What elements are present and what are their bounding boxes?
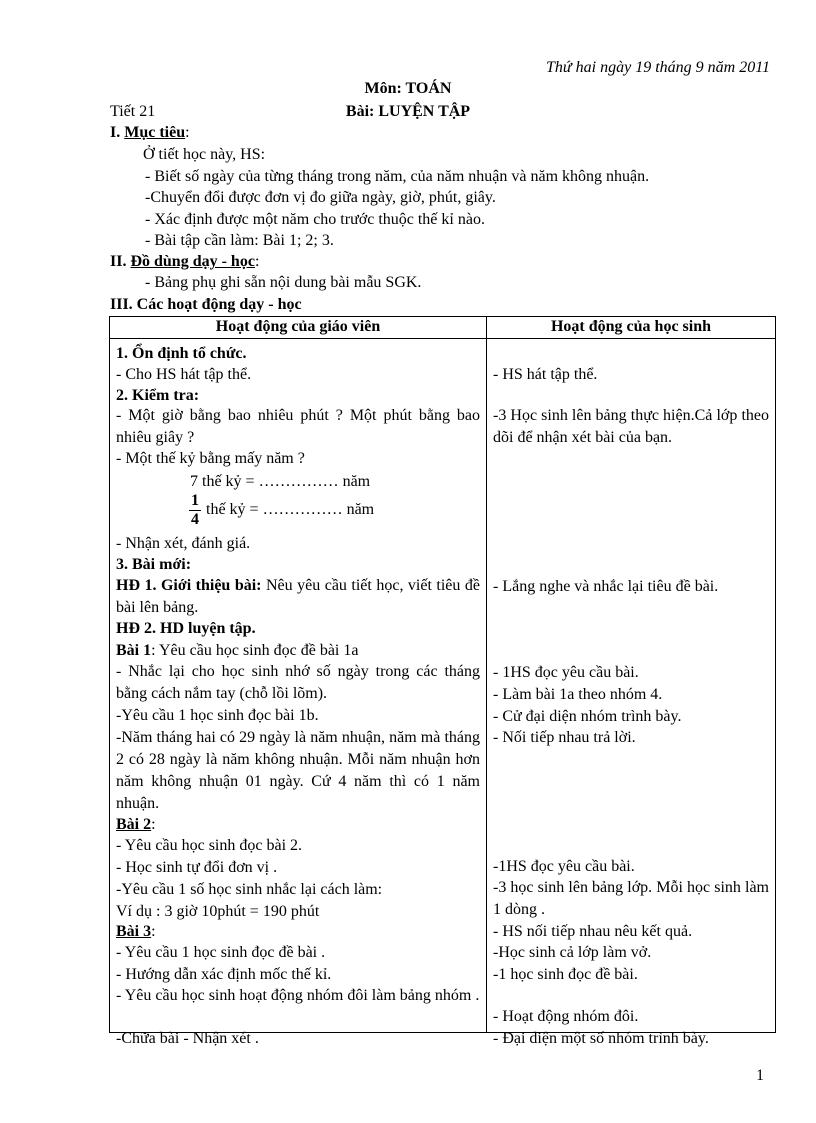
student-paragraph: -3 Học sinh lên bảng thực hiện.Cả lớp theo dõi để nhận xét bài của bạn. <box>493 407 769 446</box>
fraction-numerator: 1 <box>191 492 199 509</box>
teacher-line: - Yêu cầu học sinh đọc bài 2. <box>116 837 303 854</box>
student-line: - HS nối tiếp nhau nêu kết quả. <box>493 923 693 940</box>
objectives-heading-colon: : <box>185 124 190 141</box>
objective-item: -Chuyển đổi được đơn vị đo giữa ngày, giờ, phút, giây. <box>145 189 496 206</box>
hd1-label: HĐ 1. Giới thiệu bài: <box>116 577 262 594</box>
teacher-paragraph: - Một giờ bằng bao nhiêu phút ? Một phút bằng bao nhiêu giây ? <box>116 407 480 446</box>
teacher-paragraph: -Năm tháng hai có 29 ngày là năm nhuận, năm mà tháng 2 có 28 ngày là năm không nhuận. Mỗi năm nhuận hơn năm không nhuận 01 ngày. Cứ 4 năm thì có 1 năm nhuận. <box>116 729 480 812</box>
teacher-line: - Học sinh tự đổi đơn vị . <box>116 859 278 876</box>
fraction-denominator: 4 <box>191 511 199 528</box>
col-header-student: Hoạt động của học sinh <box>487 317 776 339</box>
objectives-heading-label: Mục tiêu <box>124 124 186 141</box>
objective-item: - Xác định được một năm cho trước thuộc thế kỉ nào. <box>145 211 485 228</box>
teacher-line: - Nhận xét, đánh giá. <box>116 535 251 552</box>
objectives-heading-number: I. <box>110 124 125 141</box>
subject-title: Môn: TOÁN <box>364 80 452 97</box>
equation-quarter-century: thế kỷ = …………… năm <box>206 501 375 518</box>
student-line: - 1HS đọc yêu cầu bài. <box>493 664 639 681</box>
activities-table-body <box>110 339 776 1033</box>
materials-heading-number: II. <box>110 253 131 270</box>
section-3-title: 3. Bài mới: <box>116 556 192 573</box>
materials-heading <box>110 252 259 272</box>
activities-heading: III. Các hoạt động dạy - học <box>110 296 302 313</box>
student-line: - Nối tiếp nhau trả lời. <box>493 729 636 746</box>
student-line: - Làm bài 1a theo nhóm 4. <box>493 686 663 703</box>
objectives-intro: Ở tiết học này, HS: <box>143 146 266 163</box>
objectives-heading <box>110 123 190 143</box>
section-2-title: 2. Kiểm tra: <box>116 387 200 404</box>
fraction-one-quarter <box>188 493 202 528</box>
materials-item: - Bảng phụ ghi sẵn nội dung bài mẫu SGK. <box>145 274 422 291</box>
materials-heading-colon: : <box>254 253 260 270</box>
exercise-3-line <box>116 922 480 942</box>
exercise-1-label: Bài 1 <box>116 642 152 659</box>
exercise-3-colon: : <box>151 923 156 940</box>
lesson-number: Tiết 21 <box>110 103 156 120</box>
teacher-line: -Chữa bài - Nhận xét . <box>116 1030 259 1047</box>
student-line: -1 học sinh đọc đề bài. <box>493 966 638 983</box>
student-line: - Đại diện một số nhóm trình bày. <box>493 1030 709 1047</box>
teacher-paragraph: - Nhắc lại cho học sinh nhớ số ngày trong các tháng bằng cách nắm tay (chỗ lồi lõm). <box>116 663 480 702</box>
activities-table <box>109 316 776 1047</box>
student-line: -1HS đọc yêu cầu bài. <box>493 858 635 875</box>
section-1-title: 1. Ổn định tổ chức. <box>116 345 247 362</box>
teacher-line: - Yêu cầu 1 học sinh đọc đề bài . <box>116 944 326 961</box>
exercise-3-label: Bài 3 <box>116 923 152 940</box>
teacher-paragraph: - Yêu cầu học sinh hoạt động nhóm đôi làm bảng nhóm . <box>116 987 480 1004</box>
hd2-title: HĐ 2. HD luyện tập. <box>116 620 256 637</box>
student-line: -Học sinh cả lớp làm vở. <box>493 944 652 961</box>
equation-7-centuries: 7 thế kỷ = …………… năm <box>190 473 371 490</box>
materials-heading-label: Đồ dùng dạy - học <box>130 253 255 270</box>
lesson-title: Bài: LUYỆN TẬP <box>345 103 471 120</box>
teacher-line: -Yêu cầu 1 số học sinh nhắc lại cách làm: <box>116 881 383 898</box>
exercise-2-label: Bài 2 <box>116 816 152 833</box>
student-line: - Lắng nghe và nhắc lại tiêu đề bài. <box>493 578 719 595</box>
hd1-paragraph <box>116 575 480 619</box>
exercise-2-colon: : <box>151 816 156 833</box>
teacher-line: - Hướng dẫn xác định mốc thế kỉ. <box>116 966 332 983</box>
page-number: 1 <box>756 1067 764 1084</box>
objective-item: - Bài tập cần làm: Bài 1; 2; 3. <box>145 232 334 249</box>
student-column <box>487 339 776 1047</box>
teacher-column <box>110 339 487 1047</box>
student-line: - Cử đại diện nhóm trình bày. <box>493 708 682 725</box>
student-line: - HS hát tập thể. <box>493 366 598 383</box>
teacher-line: Ví dụ : 3 giờ 10phút = 190 phút <box>116 903 320 920</box>
exercise-2-line <box>116 815 480 835</box>
hd1-text: Nêu yêu cầu tiết học, viết tiêu đề bài lên bảng. <box>116 577 480 616</box>
objective-item: - Biết số ngày của từng tháng trong năm, của năm nhuận và năm không nhuận. <box>145 168 650 185</box>
teacher-line: - Một thế kỷ bằng mấy năm ? <box>116 450 305 467</box>
teacher-line: - Cho HS hát tập thể. <box>116 366 252 383</box>
exercise-1-text: : Yêu cầu học sinh đọc đề bài 1a <box>151 642 359 659</box>
date-line: Thứ hai ngày 19 tháng 9 năm 2011 <box>546 59 770 76</box>
student-paragraph: -3 học sinh lên bảng lớp. Mỗi học sinh làm 1 dòng . <box>493 879 769 918</box>
student-line: - Hoạt động nhóm đôi. <box>493 1008 639 1025</box>
teacher-line: -Yêu cầu 1 học sinh đọc bài 1b. <box>116 707 319 724</box>
activities-table-header <box>110 317 776 339</box>
col-header-teacher: Hoạt động của giáo viên <box>110 317 487 339</box>
exercise-1-line <box>116 641 480 661</box>
